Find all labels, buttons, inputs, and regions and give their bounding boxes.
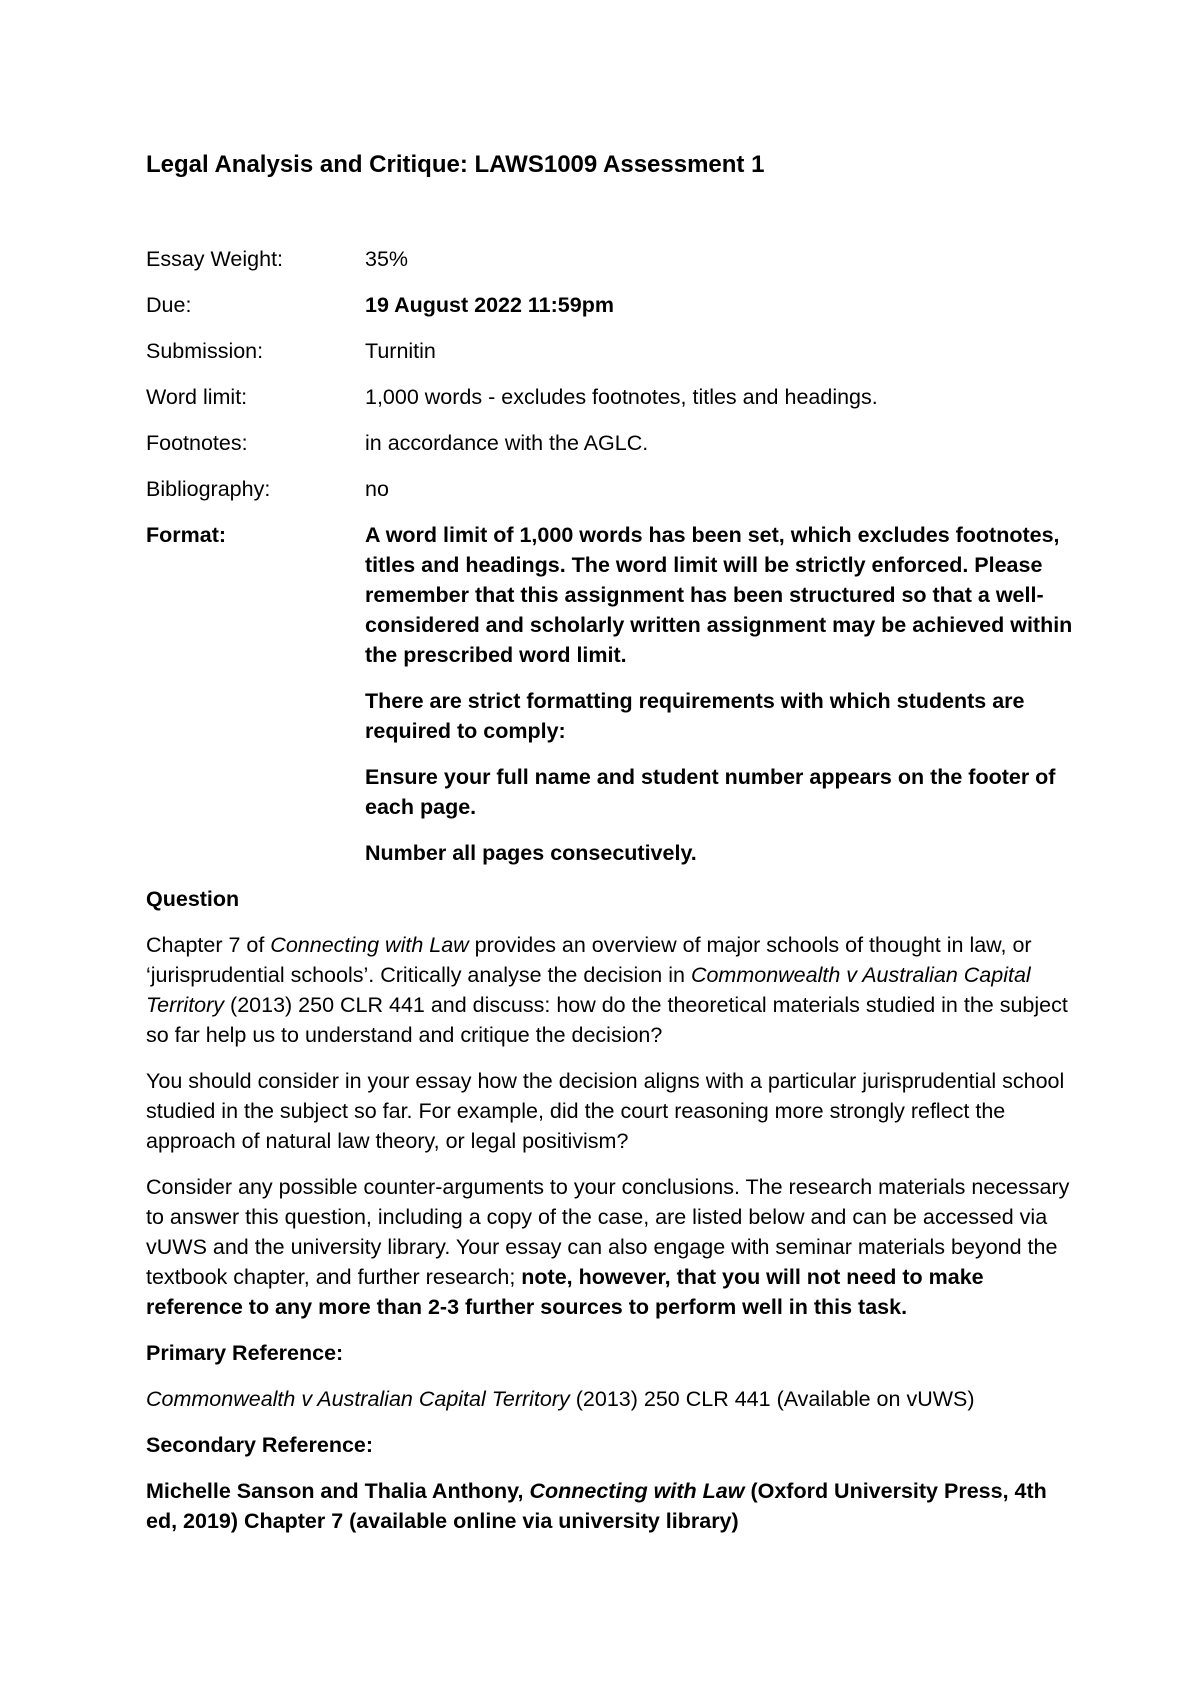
text-run: (Oxford University Press, 4th ed, 2019) Chapter 7 (available online via university library): [146, 1479, 1047, 1533]
detail-value: 1,000 words - excludes footnotes, titles and headings.: [365, 385, 878, 409]
detail-label: Essay Weight:: [146, 247, 284, 271]
detail-label: Due:: [146, 293, 192, 317]
format-paragraph: Ensure your full name and student number appears on the footer of each page.: [365, 765, 1056, 819]
format-paragraph: Number all pages consecutively.: [365, 841, 697, 865]
detail-label: Footnotes:: [146, 431, 248, 455]
secondary-reference-heading: Secondary Reference:: [146, 1433, 374, 1457]
case-name: Commonwealth v Australian Capital Territory: [146, 1387, 570, 1411]
text-run: provides an overview of major schools of thought in law, or ‘jurisprudential schools’. Critically analyse the decision in: [146, 933, 1032, 987]
book-title: Connecting with Law: [529, 1479, 745, 1503]
detail-row-due: [146, 290, 1076, 320]
text-run: (2013) 250 CLR 441 (Available on vUWS): [569, 1387, 975, 1411]
format-paragraph: There are strict formatting requirements with which students are required to comply:: [365, 689, 1025, 743]
text-run: (2013) 250 CLR 441 and discuss: how do the theoretical materials studied in the subject so far help us to understand and critique the decision?: [146, 993, 1068, 1047]
due-date-value: 19 August 2022 11:59pm: [365, 293, 614, 317]
detail-value: no: [365, 477, 389, 501]
format-requirements: [365, 520, 1076, 868]
detail-row-format: [146, 520, 1076, 868]
detail-value: in accordance with the AGLC.: [365, 431, 649, 455]
text-run: Chapter 7 of: [146, 933, 271, 957]
detail-row-footnotes: [146, 428, 1076, 458]
detail-row-word-limit: [146, 382, 1076, 412]
primary-reference-heading: Primary Reference:: [146, 1341, 344, 1365]
case-name: Commonwealth v Australian Capital Territory: [146, 963, 1031, 1017]
detail-row-bibliography: [146, 474, 1076, 504]
detail-value: 35%: [365, 247, 409, 271]
detail-value: Turnitin: [365, 339, 436, 363]
detail-label: Word limit:: [146, 385, 248, 409]
book-title: Connecting with Law: [270, 933, 469, 957]
detail-label: Format:: [146, 523, 227, 547]
question-section: [146, 884, 1076, 1552]
document-title: Legal Analysis and Critique: LAWS1009 Assessment 1: [146, 151, 765, 178]
question-heading: Question: [146, 887, 240, 911]
format-paragraph: A word limit of 1,000 words has been set, which excludes footnotes, titles and headings. The word limit will be strictly enforced. Please remember that this assignment has been structured so that a well-considered and scholarly written assignment may be achieved within the prescribed word limit.: [365, 523, 1073, 667]
text-run: Michelle Sanson and Thalia Anthony,: [146, 1479, 530, 1503]
secondary-reference: [146, 1476, 1076, 1536]
question-paragraph: You should consider in your essay how the decision aligns with a particular jurisprudential school studied in the subject so far. For example, did the court reasoning more strongly reflect the approach of natural law theory, or legal positivism?: [146, 1069, 1065, 1153]
detail-row-submission: [146, 336, 1076, 366]
detail-label: Submission:: [146, 339, 264, 363]
text-run: Consider any possible counter-arguments to your conclusions. The research materials necessary to answer this question, including a copy of the case, are listed below and can be accessed via vUWS and the university library. Your essay can also engage with seminar materials beyond the textbook chapter, and further research;: [146, 1175, 1070, 1289]
primary-reference: [146, 1384, 1076, 1414]
text-run-emphasis: note, however, that you will not need to make reference to any more than 2-3 further sources to perform well in this task.: [146, 1265, 984, 1319]
detail-row-weight: [146, 244, 1076, 274]
detail-label: Bibliography:: [146, 477, 271, 501]
assessment-details: [146, 244, 1076, 884]
question-paragraph: [146, 930, 1076, 1050]
question-paragraph: [146, 1172, 1076, 1322]
